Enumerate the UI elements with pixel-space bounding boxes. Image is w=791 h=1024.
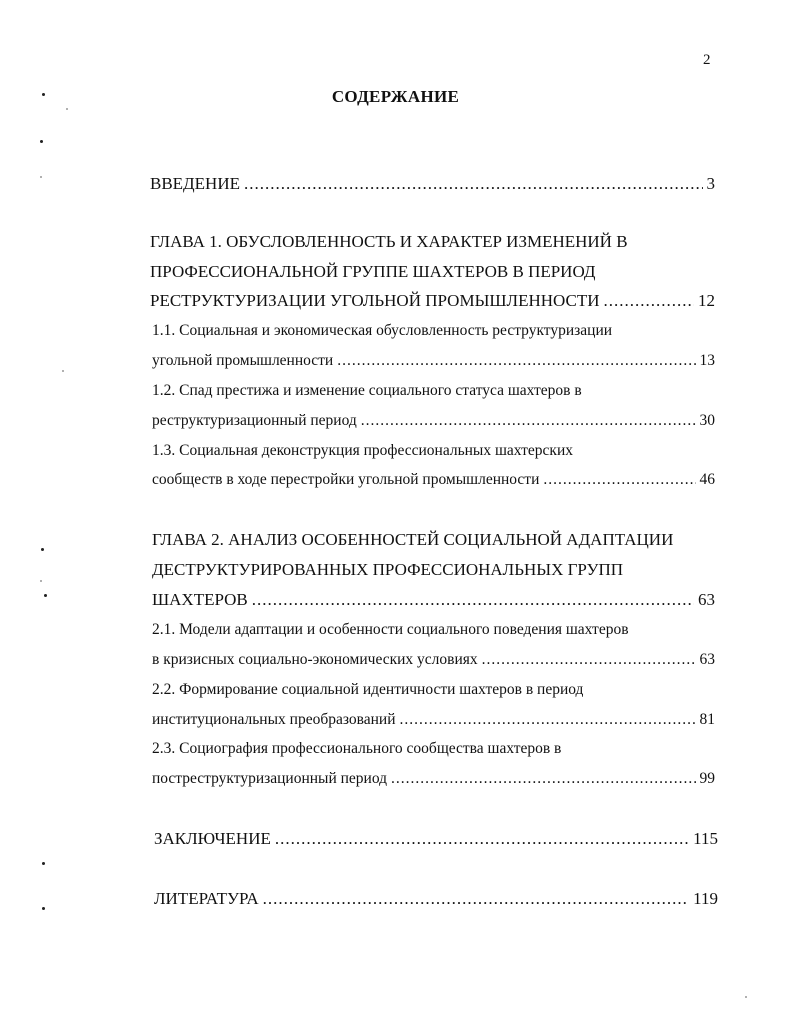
chapter2-heading-line1: ГЛАВА 2. АНАЛИЗ ОСОБЕННОСТЕЙ СОЦИАЛЬНОЙ АДАПТАЦИИ	[152, 530, 674, 549]
chapter2-heading-line2: ДЕСТРУКТУРИРОВАННЫХ ПРОФЕССИОНАЛЬНЫХ ГРУПП	[152, 560, 624, 579]
toc-leader	[275, 829, 689, 849]
section-2-1-line1: 2.1. Модели адаптации и особенности социального поведения шахтеров	[152, 621, 629, 638]
toc-leader	[252, 590, 694, 610]
toc-label: институциональных преобразований	[152, 711, 396, 728]
scan-speck	[40, 140, 43, 143]
scan-speck	[40, 580, 42, 582]
toc-entry-conclusion[interactable]	[154, 829, 718, 849]
section-1-2-line1: 1.2. Спад престижа и изменение социального статуса шахтеров в	[152, 382, 582, 399]
chapter1-heading-line2: ПРОФЕССИОНАЛЬНОЙ ГРУППЕ ШАХТЕРОВ В ПЕРИОД	[150, 262, 596, 281]
toc-page: 63	[699, 651, 715, 668]
toc-entry-intro[interactable]	[150, 174, 715, 194]
toc-page: 30	[699, 412, 715, 429]
toc-leader	[263, 889, 690, 909]
toc-entry-section-2-1[interactable]	[152, 651, 715, 669]
toc-leader	[482, 651, 696, 669]
toc-page: 81	[699, 711, 715, 728]
toc-page: 12	[698, 291, 715, 310]
scan-speck	[42, 862, 45, 865]
toc-leader	[337, 352, 695, 370]
toc-page: 13	[699, 352, 715, 369]
toc-label: сообществ в ходе перестройки угольной промышленности	[152, 471, 540, 488]
toc-entry-chapter2[interactable]	[152, 590, 715, 610]
toc-page: 3	[706, 174, 715, 193]
scan-speck	[62, 370, 64, 372]
scan-speck	[42, 93, 45, 96]
toc-entry-section-1-2[interactable]	[152, 412, 715, 430]
toc-label: ЗАКЛЮЧЕНИЕ	[154, 829, 271, 848]
toc-label: реструктуризационный период	[152, 412, 357, 429]
chapter1-heading-line1: ГЛАВА 1. ОБУСЛОВЛЕННОСТЬ И ХАРАКТЕР ИЗМЕНЕНИЙ В	[150, 232, 628, 251]
toc-page: 119	[693, 889, 718, 908]
section-1-3-line1: 1.3. Социальная деконструкция профессиональных шахтерских	[152, 442, 574, 459]
toc-leader	[400, 711, 696, 729]
toc-label: в кризисных социально-экономических условиях	[152, 651, 478, 668]
toc-entry-section-1-1[interactable]	[152, 352, 715, 370]
scan-speck	[41, 548, 44, 551]
toc-leader	[604, 291, 695, 311]
scan-speck	[44, 594, 47, 597]
toc-label: постреструктуризационный период	[152, 770, 388, 787]
toc-page: 115	[693, 829, 718, 848]
toc-label: угольной промышленности	[152, 352, 334, 369]
toc-page: 46	[699, 471, 715, 488]
toc-entry-section-1-3[interactable]	[152, 471, 715, 489]
toc-label: ШАХТЕРОВ	[152, 590, 248, 609]
toc-entry-literature[interactable]	[154, 889, 718, 909]
toc-entry-section-2-3[interactable]	[152, 770, 715, 788]
page-title: СОДЕРЖАНИЕ	[331, 87, 460, 106]
section-2-2-line1: 2.2. Формирование социальной идентичности шахтеров в период	[152, 681, 584, 698]
toc-page: 63	[698, 590, 715, 609]
toc-leader	[543, 471, 695, 489]
toc-leader	[244, 174, 703, 194]
section-1-1-line1: 1.1. Социальная и экономическая обусловленность реструктуризации	[152, 322, 613, 339]
scan-speck	[745, 996, 747, 998]
scan-speck	[40, 176, 42, 178]
toc-entry-section-2-2[interactable]	[152, 711, 715, 729]
toc-label: ЛИТЕРАТУРА	[154, 889, 259, 908]
section-2-3-line1: 2.3. Социография профессионального сообщества шахтеров в	[152, 740, 562, 757]
toc-leader	[391, 770, 695, 788]
page-number: 2	[703, 52, 711, 68]
toc-page: 99	[699, 770, 715, 787]
toc-leader	[361, 412, 696, 430]
scan-speck	[66, 108, 68, 110]
toc-label: РЕСТРУКТУРИЗАЦИИ УГОЛЬНОЙ ПРОМЫШЛЕННОСТИ	[150, 291, 600, 310]
toc-label: ВВЕДЕНИЕ	[150, 174, 240, 193]
toc-entry-chapter1[interactable]	[150, 291, 715, 311]
scan-speck	[42, 907, 45, 910]
